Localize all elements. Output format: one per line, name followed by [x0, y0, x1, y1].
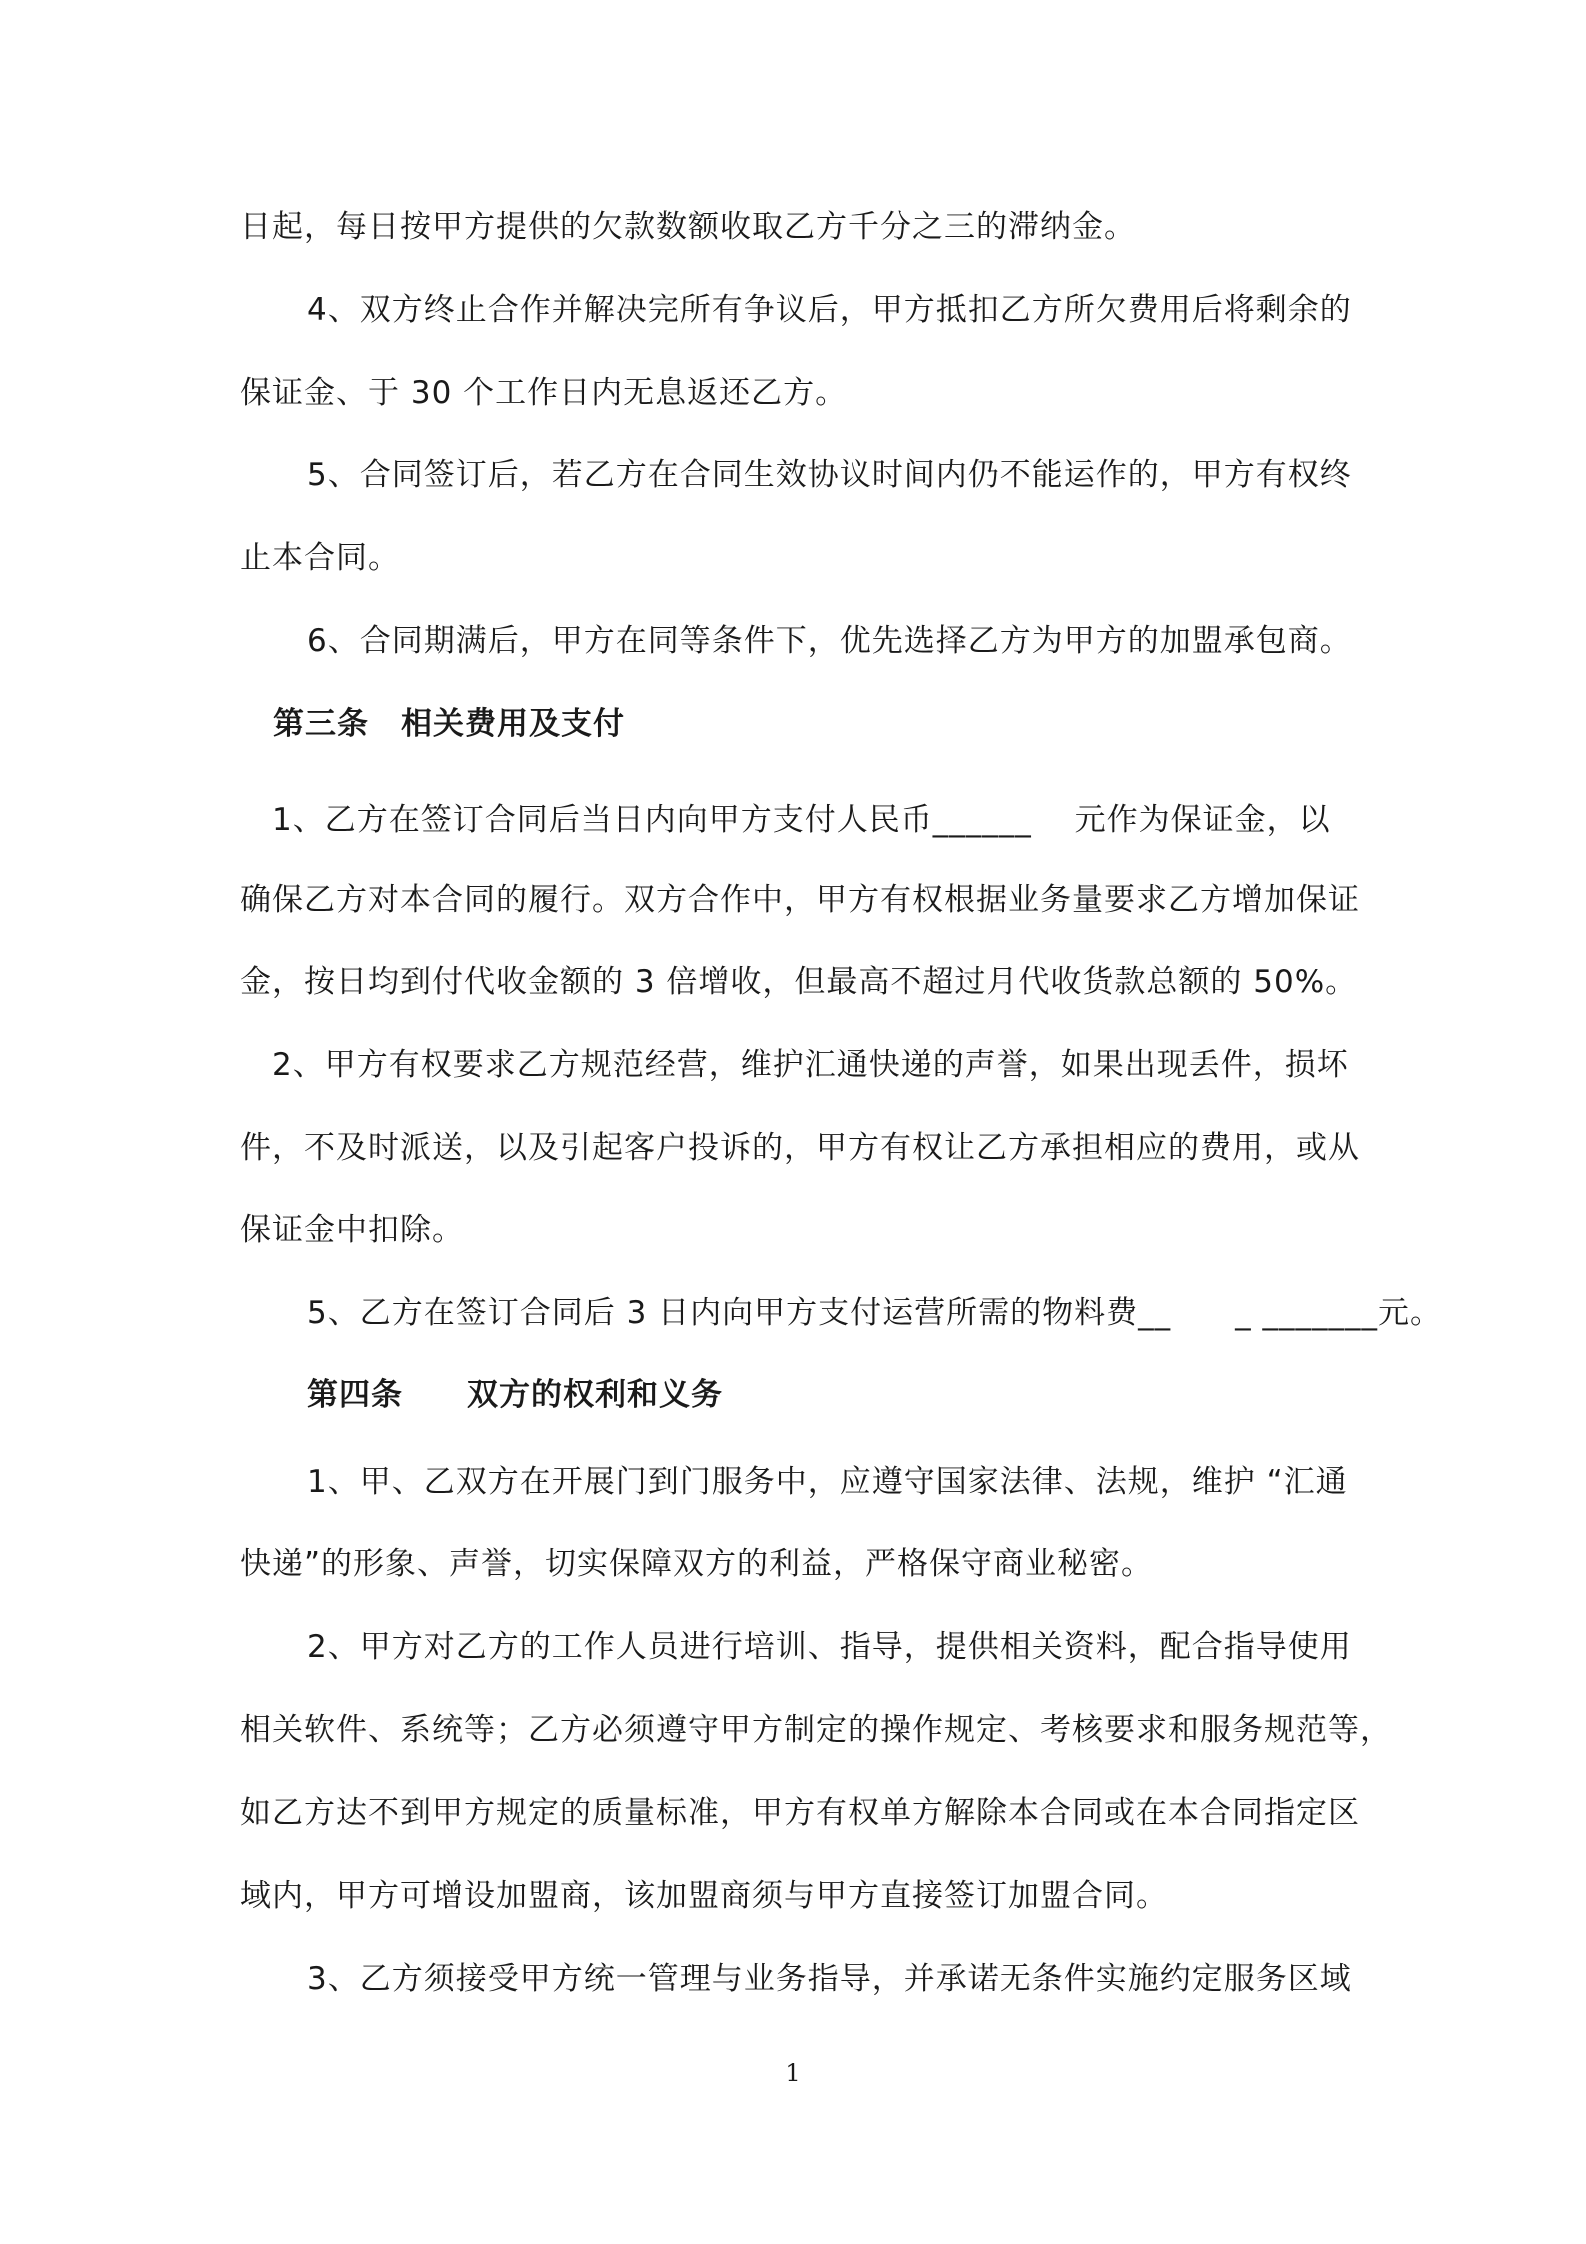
page-number: 1 — [785, 2059, 801, 2087]
text-line: 2、甲方对乙方的工作人员进行培训、指导，提供相关资料，配合指导使用 — [307, 1629, 1352, 1665]
text-line: 日起，每日按甲方提供的欠款数额收取乙方千分之三的滞纳金。 — [240, 209, 1136, 245]
text-line: 如乙方达不到甲方规定的质量标准，甲方有权单方解除本合同或在本合同指定区 — [240, 1795, 1360, 1831]
text-line: 相关软件、系统等；乙方必须遵守甲方制定的操作规定、考核要求和服务规范等， — [240, 1712, 1392, 1748]
text-line: 5、合同签订后，若乙方在合同生效协议时间内仍不能运作的，甲方有权终 — [307, 457, 1352, 493]
text-line: 域内，甲方可增设加盟商，该加盟商须与甲方直接签订加盟合同。 — [240, 1878, 1168, 1914]
text-line: 止本合同。 — [240, 540, 400, 576]
section-heading: 第四条 双方的权利和义务 — [307, 1377, 723, 1413]
text-line: 保证金中扣除。 — [240, 1212, 464, 1248]
text-line: 确保乙方对本合同的履行。双方合作中，甲方有权根据业务量要求乙方增加保证 — [240, 882, 1360, 918]
text-line: 快递”的形象、声誉，切实保障双方的利益，严格保守商业秘密。 — [240, 1546, 1154, 1582]
text-line: 件，不及时派送，以及引起客户投诉的，甲方有权让乙方承担相应的费用，或从 — [240, 1130, 1360, 1166]
text-line: 3、乙方须接受甲方统一管理与业务指导，并承诺无条件实施约定服务区域 — [307, 1961, 1352, 1997]
text-line: 金，按日均到付代收金额的 3 倍增收，但最高不超过月代收货款总额的 50%。 — [240, 964, 1358, 1000]
text-line: 保证金、于 30 个工作日内无息返还乙方。 — [240, 375, 848, 411]
text-line: 2、甲方有权要求乙方规范经营，维护汇通快递的声誉，如果出现丢件，损坏 — [272, 1047, 1349, 1083]
text-line: 5、乙方在签订合同后 3 日内向甲方支付运营所需的物料费__ _ _______元。 — [307, 1295, 1443, 1331]
section-heading: 第三条 相关费用及支付 — [273, 706, 625, 742]
text-line: 6、合同期满后，甲方在同等条件下，优先选择乙方为甲方的加盟承包商。 — [307, 623, 1352, 659]
text-line: 4、双方终止合作并解决完所有争议后，甲方抵扣乙方所欠费用后将剩余的 — [307, 292, 1352, 328]
text-line: 1、乙方在签订合同后当日内向甲方支付人民币______ 元作为保证金，以 — [272, 802, 1331, 838]
text-line: 1、甲、乙双方在开展门到门服务中，应遵守国家法律、法规，维护 “汇通 — [307, 1464, 1348, 1500]
